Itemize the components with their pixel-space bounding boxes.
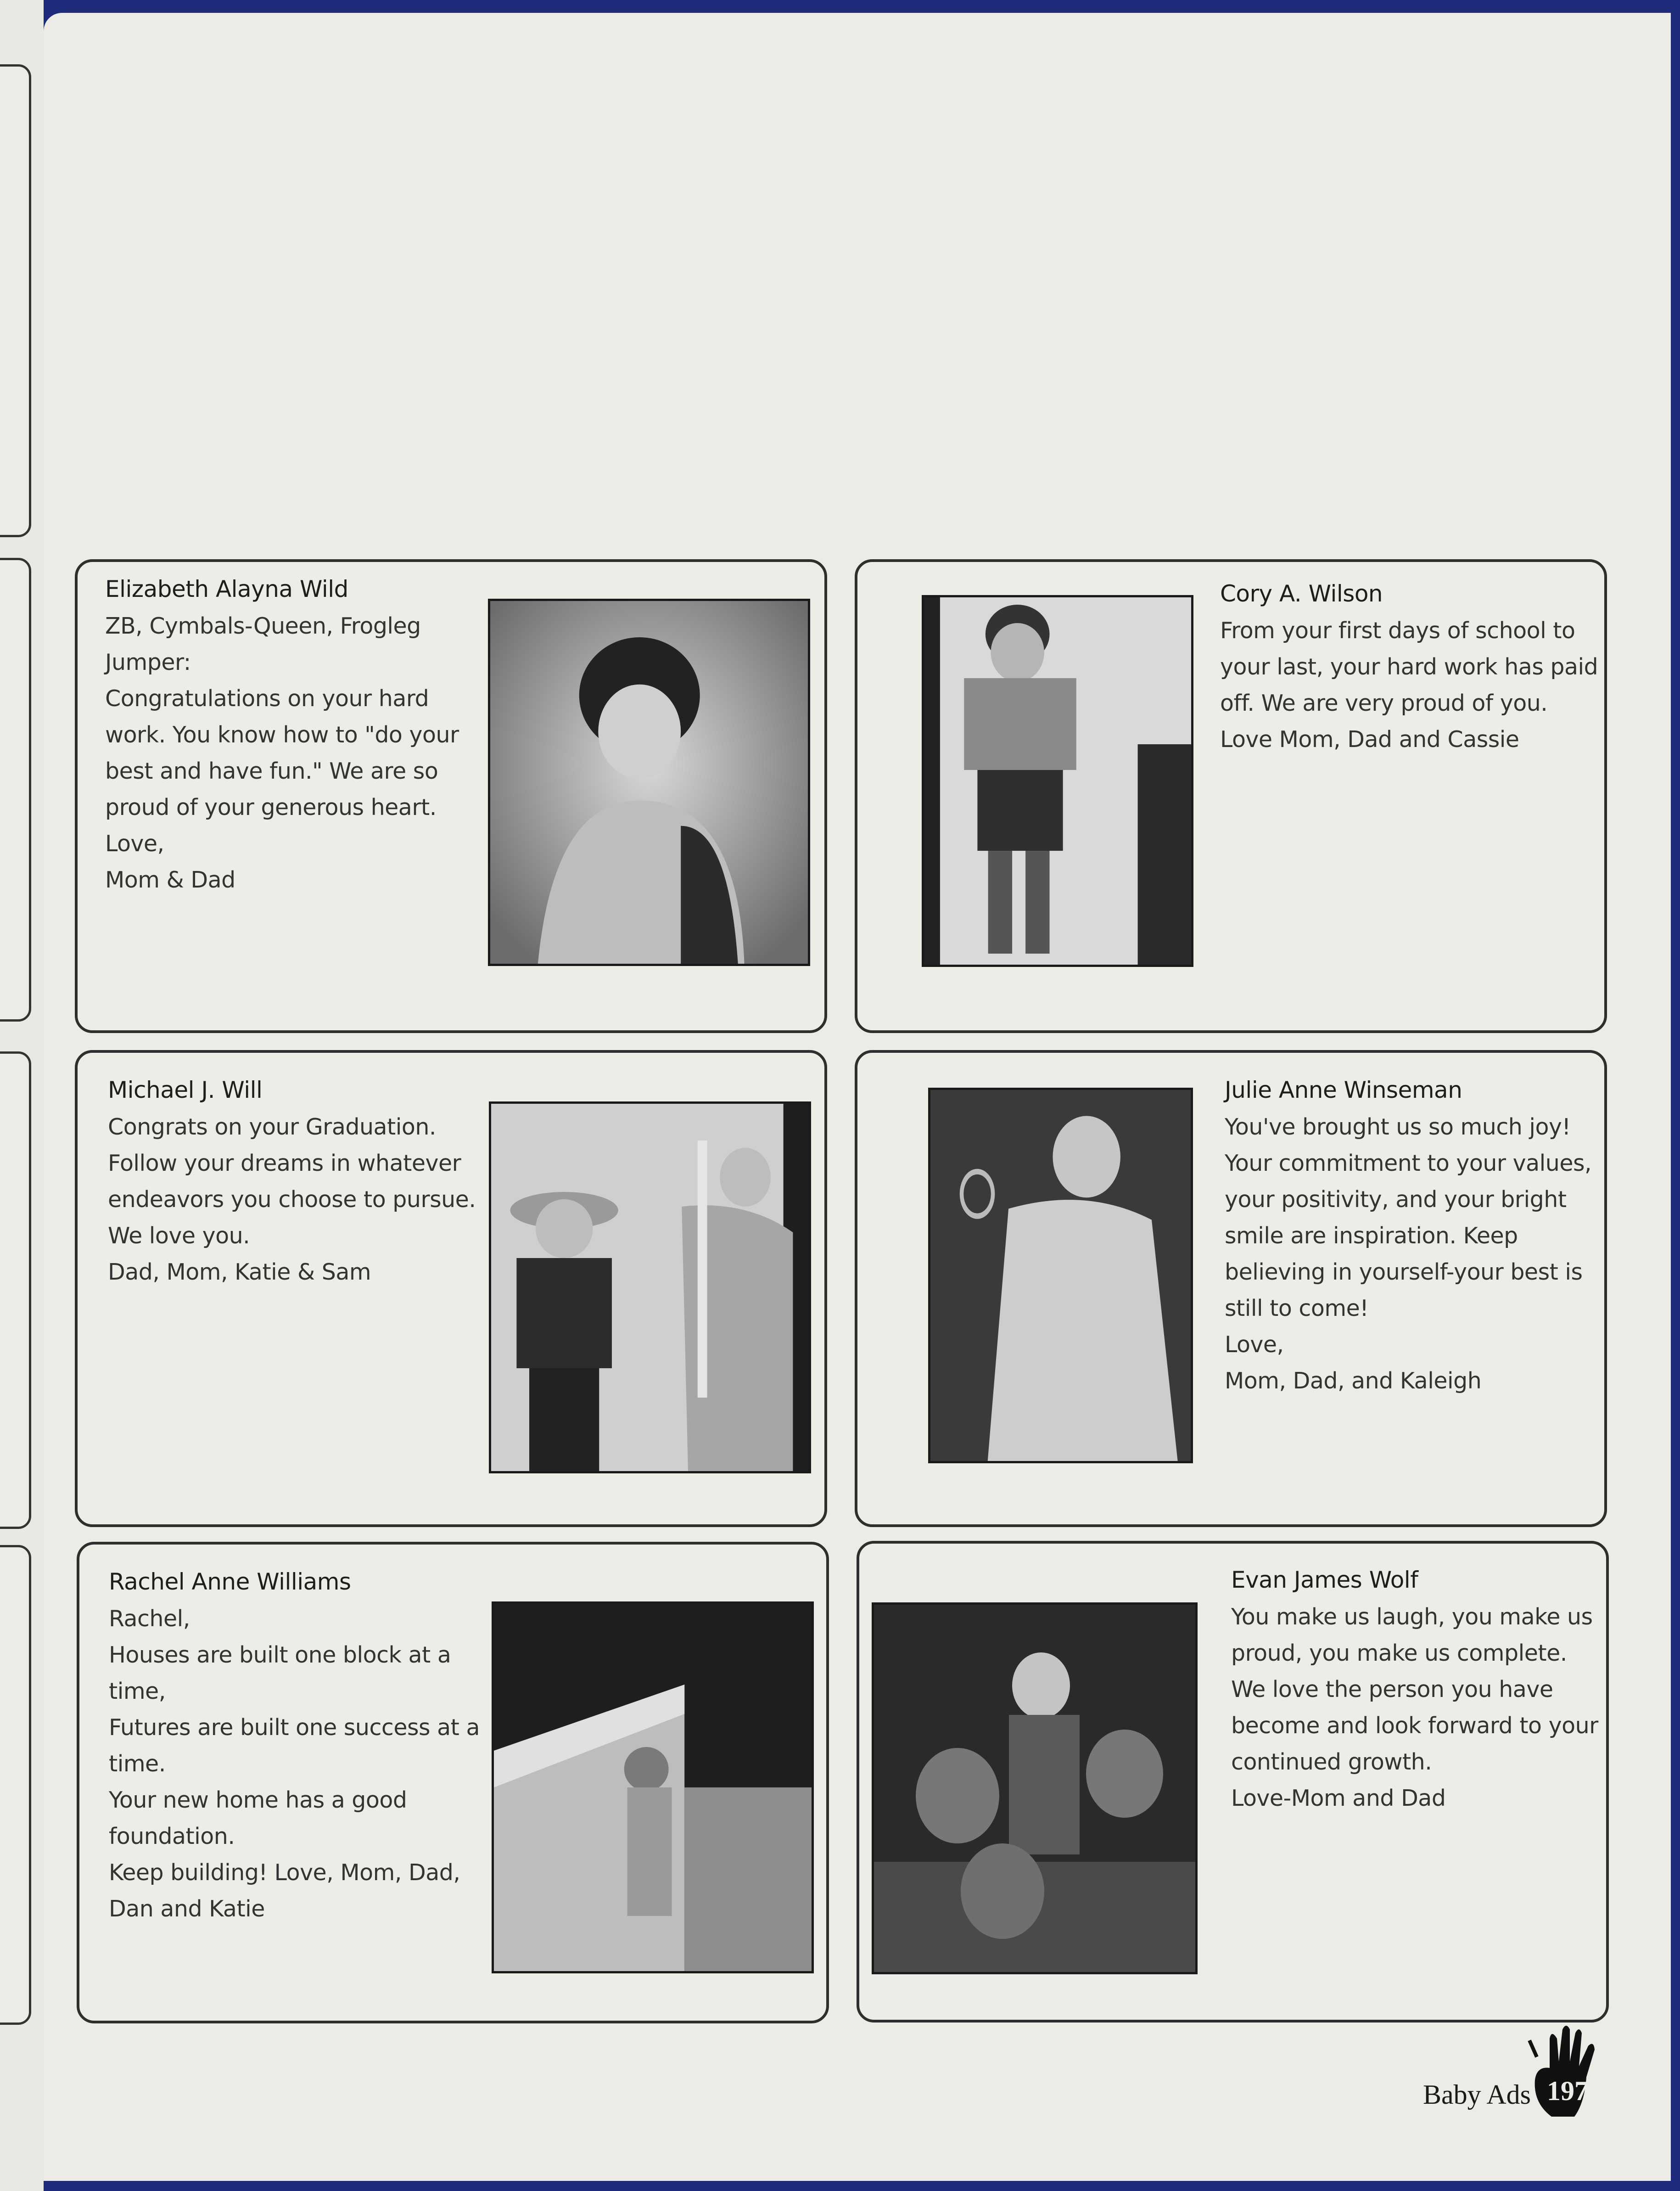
baby-photo [488,599,810,966]
ad-message [105,608,459,898]
message-line: You've brought us so much joy! [1225,1114,1571,1140]
message-line: Love Mom, Dad and Cassie [1220,726,1519,753]
message-line: become and look forward to your [1231,1713,1598,1739]
baby-ad-michael-will [75,1050,827,1527]
ad-message [1220,612,1598,758]
ad-name: Julie Anne Winseman [1225,1077,1462,1103]
message-line: Congrats on your Graduation. [108,1114,436,1140]
message-line: Futures are built one success at a [109,1714,480,1741]
message-line: time, [109,1678,166,1704]
message-line: work. You know how to "do your [105,722,459,748]
page-number: 197 [1547,2076,1588,2106]
message-line: believing in yourself-your best is [1225,1259,1583,1285]
message-line: Jumper: [105,649,191,675]
message-line: Your commitment to your values, [1225,1150,1592,1176]
previous-page-frame [0,64,31,537]
message-line: You make us laugh, you make us [1231,1604,1593,1630]
message-line: continued growth. [1231,1749,1432,1775]
baby-ad-rachel-williams [77,1542,829,2023]
message-line: Mom & Dad [105,867,235,893]
ad-message [1231,1599,1598,1816]
message-line: We love the person you have [1231,1676,1553,1702]
ad-name: Michael J. Will [108,1077,263,1103]
message-line: Your new home has a good [109,1787,407,1813]
baby-ad-evan-wolf [857,1541,1609,2022]
message-line: your positivity, and your bright [1225,1186,1567,1213]
message-line: Houses are built one block at a [109,1642,451,1668]
message-line: foundation. [109,1823,235,1849]
ad-name: Rachel Anne Williams [109,1568,351,1595]
message-line: Dan and Katie [109,1896,265,1922]
message-line: Dad, Mom, Katie & Sam [108,1259,371,1285]
ad-name: Evan James Wolf [1231,1567,1418,1593]
message-line: proud, you make us complete. [1231,1640,1567,1666]
message-line: proud of your generous heart. [105,794,437,820]
ad-name: Cory A. Wilson [1220,580,1383,607]
baby-photo [928,1088,1193,1463]
message-line: time. [109,1751,166,1777]
message-line: Love-Mom and Dad [1231,1785,1446,1811]
message-line: best and have fun." We are so [105,758,438,784]
message-line: Rachel, [109,1606,190,1632]
message-line: From your first days of school to [1220,618,1575,644]
ad-message [109,1601,480,1927]
section-label: Baby Ads [1423,2079,1531,2110]
message-line: endeavors you choose to pursue. [108,1186,476,1213]
ad-message [1225,1109,1591,1399]
message-line: Love, [1225,1331,1284,1358]
message-line: Mom, Dad, and Kaleigh [1225,1368,1482,1394]
previous-page-frame [0,1545,31,2025]
previous-page-frame [0,558,31,1022]
baby-photo [872,1602,1198,1974]
baby-ad-elizabeth-wild [75,559,827,1033]
message-line: your last, your hard work has paid [1220,654,1598,680]
message-line: Congratulations on your hard [105,685,429,712]
message-line: ZB, Cymbals-Queen, Frogleg [105,613,421,639]
message-line: We love you. [108,1223,250,1249]
baby-ad-julie-winseman [855,1050,1607,1527]
message-line: Love, [105,831,164,857]
baby-ad-cory-wilson [855,559,1607,1033]
baby-photo [922,595,1193,967]
ad-message [108,1109,476,1290]
previous-page-edge [0,0,44,2191]
message-line: off. We are very proud of you. [1220,690,1548,716]
message-line: still to come! [1225,1295,1369,1321]
message-line: Follow your dreams in whatever [108,1150,461,1176]
message-line: smile are inspiration. Keep [1225,1223,1518,1249]
message-line: Keep building! Love, Mom, Dad, [109,1860,460,1886]
baby-photo [492,1601,814,1973]
previous-page-frame [0,1051,31,1529]
baby-photo [489,1101,811,1473]
ad-name: Elizabeth Alayna Wild [105,576,348,602]
